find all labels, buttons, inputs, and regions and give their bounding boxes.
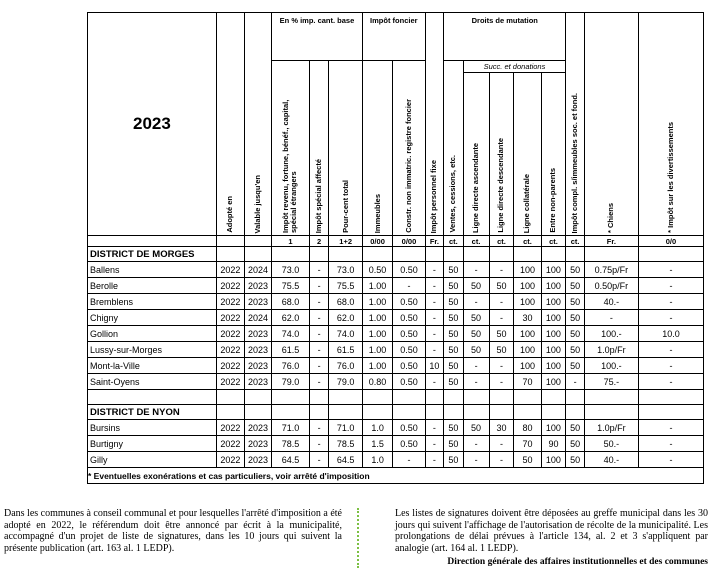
table-cell: -	[584, 310, 638, 326]
col-header-constructions: Constr. non immatric. registre foncier	[393, 61, 425, 236]
table-cell: 1.0p/Fr	[584, 342, 638, 358]
col-header-special-tax: Impôt spécial affecté	[309, 61, 328, 236]
table-cell: 2023	[244, 278, 271, 294]
table-cell: -	[425, 326, 443, 342]
district-empty-cell	[425, 247, 443, 262]
unit-cell: 1+2	[329, 236, 363, 247]
table-cell: 100	[541, 262, 566, 278]
table-cell: 2022	[216, 420, 244, 436]
table-cell: 100	[541, 278, 566, 294]
table-row	[88, 436, 704, 452]
table-cell: 71.0	[272, 420, 310, 436]
table-cell: 30	[489, 420, 514, 436]
district-empty-cell	[514, 247, 541, 262]
district-empty-cell	[489, 247, 514, 262]
table-cell: 71.0	[329, 420, 363, 436]
table-cell: 50	[566, 436, 584, 452]
table-cell: 0.50	[393, 310, 425, 326]
col-header-total-pct: Pour-cent total	[329, 61, 363, 236]
district-empty-cell	[216, 247, 244, 262]
district-empty-cell	[244, 405, 271, 420]
table-cell: 64.5	[272, 452, 310, 468]
spacer-cell	[309, 390, 328, 405]
table-cell: 100	[514, 342, 541, 358]
district-empty-cell	[566, 405, 584, 420]
table-cell: 50	[489, 326, 514, 342]
table-cell: 73.0	[272, 262, 310, 278]
table-cell: 2022	[216, 452, 244, 468]
table-cell: 0.80	[362, 374, 392, 390]
unit-cell	[216, 236, 244, 247]
table-cell: 0.50	[393, 358, 425, 374]
commune-name: Bursins	[88, 420, 217, 436]
table-cell: 50	[444, 436, 463, 452]
table-cell: 76.0	[272, 358, 310, 374]
table-cell: 100.-	[584, 326, 638, 342]
table-row	[88, 294, 704, 310]
unit-cell: Fr.	[425, 236, 443, 247]
table-row	[88, 278, 704, 294]
table-cell: -	[638, 436, 703, 452]
table-cell: 2022	[216, 278, 244, 294]
district-row	[88, 247, 704, 262]
table-cell: -	[425, 420, 443, 436]
spacer-cell	[584, 390, 638, 405]
table-cell: 2023	[244, 420, 271, 436]
district-empty-cell	[541, 247, 566, 262]
table-cell: 70	[514, 436, 541, 452]
table-cell: 0.50	[393, 326, 425, 342]
spacer-cell	[514, 390, 541, 405]
table-cell: -	[463, 374, 489, 390]
table-cell: 2023	[244, 342, 271, 358]
district-empty-cell	[463, 405, 489, 420]
table-cell: -	[309, 262, 328, 278]
unit-cell: ct.	[514, 236, 541, 247]
table-cell: 80	[514, 420, 541, 436]
unit-cell: ct.	[541, 236, 566, 247]
district-empty-cell	[272, 405, 310, 420]
table-cell: 100	[514, 326, 541, 342]
district-empty-cell	[444, 405, 463, 420]
dotted-divider	[357, 508, 361, 568]
spacer-cell	[638, 390, 703, 405]
table-cell: 50	[444, 326, 463, 342]
table-cell: 100	[541, 310, 566, 326]
table-cell: 78.5	[329, 436, 363, 452]
unit-cell: ct.	[489, 236, 514, 247]
table-row	[88, 326, 704, 342]
unit-cell	[244, 236, 271, 247]
table-cell: 100	[541, 420, 566, 436]
table-cell: -	[425, 262, 443, 278]
table-cell: -	[638, 262, 703, 278]
table-cell: -	[638, 342, 703, 358]
table-cell: 1.00	[362, 358, 392, 374]
spacer-cell	[393, 390, 425, 405]
table-cell: -	[566, 374, 584, 390]
table-cell: 2024	[244, 262, 271, 278]
table-cell: 50	[444, 294, 463, 310]
table-cell: 2023	[244, 326, 271, 342]
spacer-cell	[566, 390, 584, 405]
district-empty-cell	[566, 247, 584, 262]
footnote-row	[88, 468, 704, 484]
table-cell: 50	[444, 278, 463, 294]
table-cell: 100	[514, 358, 541, 374]
table-cell: 0.50	[393, 262, 425, 278]
table-cell: 0.50	[393, 420, 425, 436]
table-year: 2023	[88, 13, 217, 236]
spacer-row	[88, 390, 704, 405]
table-cell: 79.0	[329, 374, 363, 390]
table-cell: -	[425, 374, 443, 390]
table-row	[88, 452, 704, 468]
table-cell: 100	[541, 358, 566, 374]
district-empty-cell	[584, 247, 638, 262]
table-cell: 0.50	[393, 294, 425, 310]
commune-name: Berolle	[88, 278, 217, 294]
table-cell: 50	[463, 342, 489, 358]
table-cell: -	[638, 452, 703, 468]
col-header-ascending: Ligne directe ascendante	[463, 73, 489, 236]
table-cell: 76.0	[329, 358, 363, 374]
table-cell: -	[425, 452, 443, 468]
district-empty-cell	[329, 405, 363, 420]
district-empty-cell	[393, 405, 425, 420]
table-cell: 2022	[216, 374, 244, 390]
table-cell: 0.50p/Fr	[584, 278, 638, 294]
table-row	[88, 310, 704, 326]
district-empty-cell	[309, 247, 328, 262]
table-cell: 50	[566, 310, 584, 326]
unit-cell: 1	[272, 236, 310, 247]
spacer-cell	[88, 390, 217, 405]
table-cell: 100	[541, 374, 566, 390]
table-cell: -	[425, 310, 443, 326]
table-cell: 1.0p/Fr	[584, 420, 638, 436]
table-cell: -	[638, 310, 703, 326]
table-row	[88, 420, 704, 436]
table-cell: 73.0	[329, 262, 363, 278]
table-cell: -	[309, 342, 328, 358]
table-cell: -	[425, 294, 443, 310]
unit-cell: 0/0	[638, 236, 703, 247]
col-header-sales: Ventes, cessions, etc.	[444, 61, 463, 236]
table-cell: 2023	[244, 294, 271, 310]
table-cell: 2023	[244, 436, 271, 452]
table-cell: 50	[463, 420, 489, 436]
table-cell: -	[463, 436, 489, 452]
table-cell: -	[309, 310, 328, 326]
district-empty-cell	[444, 247, 463, 262]
table-cell: -	[463, 294, 489, 310]
unit-cell: ct.	[444, 236, 463, 247]
district-empty-cell	[272, 247, 310, 262]
table-cell: -	[638, 374, 703, 390]
table-cell: -	[309, 278, 328, 294]
col-header-personal-tax: Impôt personnel fixe	[425, 13, 443, 236]
table-cell: 50	[444, 262, 463, 278]
table-cell: -	[425, 342, 443, 358]
table-cell: -	[309, 326, 328, 342]
spacer-cell	[425, 390, 443, 405]
table-cell: 50	[489, 342, 514, 358]
table-cell: -	[638, 278, 703, 294]
table-cell: -	[393, 452, 425, 468]
table-cell: 50	[444, 358, 463, 374]
table-cell: 50	[566, 262, 584, 278]
table-cell: 100	[514, 294, 541, 310]
spacer-cell	[541, 390, 566, 405]
group-header-pct: En % imp. cant. base	[272, 13, 363, 61]
district-empty-cell	[329, 247, 363, 262]
table-cell: -	[638, 294, 703, 310]
table-cell: 1.0	[362, 452, 392, 468]
district-empty-cell	[541, 405, 566, 420]
table-row	[88, 358, 704, 374]
table-cell: 0.50	[362, 262, 392, 278]
table-cell: 2023	[244, 452, 271, 468]
spacer-cell	[362, 390, 392, 405]
district-name: DISTRICT DE NYON	[88, 405, 217, 420]
table-cell: 2022	[216, 436, 244, 452]
table-cell: -	[425, 278, 443, 294]
spacer-cell	[463, 390, 489, 405]
district-empty-cell	[309, 405, 328, 420]
table-cell: 30	[514, 310, 541, 326]
table-cell: 2022	[216, 262, 244, 278]
spacer-cell	[489, 390, 514, 405]
table-cell: 50	[444, 342, 463, 358]
table-cell: -	[393, 278, 425, 294]
table-cell: 0.50	[393, 374, 425, 390]
table-cell: 40.-	[584, 294, 638, 310]
col-header-compl-tax: Impôt compl. s/immeubles soc. et fond.	[566, 13, 584, 236]
district-row	[88, 405, 704, 420]
table-cell: -	[309, 452, 328, 468]
table-row	[88, 342, 704, 358]
table-cell: -	[309, 294, 328, 310]
table-cell: 50	[566, 278, 584, 294]
district-empty-cell	[638, 247, 703, 262]
table-cell: 1.00	[362, 310, 392, 326]
commune-name: Chigny	[88, 310, 217, 326]
table-cell: -	[309, 374, 328, 390]
spacer-cell	[244, 390, 271, 405]
table-cell: 1.00	[362, 294, 392, 310]
col-header-non-parents: Entre non-parents	[541, 73, 566, 236]
table-cell: 75.-	[584, 374, 638, 390]
table-cell: 1.0	[362, 420, 392, 436]
unit-cell: ct.	[463, 236, 489, 247]
table-cell: 2022	[216, 342, 244, 358]
table-cell: 64.5	[329, 452, 363, 468]
table-cell: 50	[566, 326, 584, 342]
table-cell: 50	[463, 278, 489, 294]
table-cell: 50	[566, 452, 584, 468]
table-cell: -	[489, 294, 514, 310]
table-cell: 50	[444, 310, 463, 326]
district-empty-cell	[463, 247, 489, 262]
table-cell: 50	[566, 358, 584, 374]
unit-cell: 0/00	[362, 236, 392, 247]
table-cell: 70	[514, 374, 541, 390]
table-cell: 90	[541, 436, 566, 452]
table-cell: 2022	[216, 326, 244, 342]
table-cell: 0.75p/Fr	[584, 262, 638, 278]
col-header-entertainment: * Impôt sur les divertissements	[638, 13, 703, 236]
table-cell: 0.50	[393, 436, 425, 452]
unit-cell: ct.	[566, 236, 584, 247]
table-cell: -	[463, 358, 489, 374]
district-empty-cell	[393, 247, 425, 262]
table-cell: 10	[425, 358, 443, 374]
tax-table-container	[87, 12, 704, 484]
district-empty-cell	[638, 405, 703, 420]
table-cell: 78.5	[272, 436, 310, 452]
district-empty-cell	[489, 405, 514, 420]
group-header-succ: Succ. et donations	[463, 61, 566, 73]
col-header-adopted: Adopté en	[216, 13, 244, 236]
commune-name: Gollion	[88, 326, 217, 342]
unit-cell: 2	[309, 236, 328, 247]
spacer-cell	[216, 390, 244, 405]
table-cell: 2022	[216, 358, 244, 374]
table-cell: -	[463, 262, 489, 278]
commune-name: Bremblens	[88, 294, 217, 310]
col-header-collateral: Ligne collatérale	[514, 73, 541, 236]
commune-name: Saint-Oyens	[88, 374, 217, 390]
table-cell: 1.5	[362, 436, 392, 452]
table-cell: 100.-	[584, 358, 638, 374]
commune-name: Burtigny	[88, 436, 217, 452]
table-cell: 40.-	[584, 452, 638, 468]
table-cell: 75.5	[329, 278, 363, 294]
table-cell: -	[489, 452, 514, 468]
table-cell: -	[489, 358, 514, 374]
district-empty-cell	[244, 247, 271, 262]
table-cell: 62.0	[272, 310, 310, 326]
table-cell: 2022	[216, 310, 244, 326]
commune-name: Ballens	[88, 262, 217, 278]
table-cell: 50	[444, 374, 463, 390]
table-cell: 75.5	[272, 278, 310, 294]
district-empty-cell	[425, 405, 443, 420]
group-header-mutation: Droits de mutation	[444, 13, 566, 61]
units-row	[88, 236, 704, 247]
table-cell: 100	[514, 278, 541, 294]
spacer-cell	[329, 390, 363, 405]
district-empty-cell	[216, 405, 244, 420]
table-cell: 68.0	[272, 294, 310, 310]
table-cell: 50	[489, 278, 514, 294]
table-cell: 50	[463, 310, 489, 326]
district-empty-cell	[584, 405, 638, 420]
table-cell: 2023	[244, 358, 271, 374]
table-cell: -	[489, 262, 514, 278]
table-cell: 62.0	[329, 310, 363, 326]
table-cell: -	[489, 310, 514, 326]
commune-name: Mont-la-Ville	[88, 358, 217, 374]
table-cell: -	[309, 420, 328, 436]
table-cell: 79.0	[272, 374, 310, 390]
group-header-foncier: Impôt foncier	[362, 13, 425, 61]
district-empty-cell	[362, 405, 392, 420]
col-header-buildings: Immeubles	[362, 61, 392, 236]
district-empty-cell	[362, 247, 392, 262]
table-row	[88, 374, 704, 390]
table-cell: 74.0	[272, 326, 310, 342]
col-header-dogs: * Chiens	[584, 13, 638, 236]
table-cell: 2022	[216, 294, 244, 310]
table-cell: 74.0	[329, 326, 363, 342]
table-cell: -	[463, 452, 489, 468]
commune-name: Gilly	[88, 452, 217, 468]
table-cell: -	[309, 358, 328, 374]
table-cell: 50	[514, 452, 541, 468]
table-cell: 10.0	[638, 326, 703, 342]
footnote: * Eventuelles exonérations et cas particuliers, voir arrêté d'imposition	[88, 468, 704, 484]
issuer-signature: Direction générale des affaires institutionnelles et des communes	[447, 557, 708, 567]
col-header-descending: Ligne directe descendante	[489, 73, 514, 236]
table-cell: 61.5	[272, 342, 310, 358]
col-header-valid-until: Valable jusqu'en	[244, 13, 271, 236]
table-cell: 100	[514, 262, 541, 278]
table-cell: 68.0	[329, 294, 363, 310]
units-cell-empty	[88, 236, 217, 247]
table-cell: 2023	[244, 374, 271, 390]
table-cell: 1.00	[362, 326, 392, 342]
table-cell: 100	[541, 294, 566, 310]
table-row	[88, 262, 704, 278]
table-cell: 50	[566, 420, 584, 436]
table-cell: 100	[541, 452, 566, 468]
referendum-notice: Dans les communes à conseil communal et pour lesquelles l'arrêté d'imposition a été adopté en 2022, le référendum doit être annoncé par écrit à la municipalité, accompagné d'un projet de liste de signatures, dans les 10 jours qui suivent la présente publication (art. 163 al. 1 LEDP).	[4, 508, 342, 554]
commune-name: Lussy-sur-Morges	[88, 342, 217, 358]
table-cell: 1.00	[362, 278, 392, 294]
district-name: DISTRICT DE MORGES	[88, 247, 217, 262]
table-cell: 0.50	[393, 342, 425, 358]
district-empty-cell	[514, 405, 541, 420]
table-cell: 50	[444, 420, 463, 436]
table-cell: 50	[566, 294, 584, 310]
table-cell: -	[638, 420, 703, 436]
table-cell: 100	[541, 342, 566, 358]
col-header-income-tax: Impôt revenu, fortune, bénéf., capital, spécial étrangers	[272, 61, 310, 236]
table-cell: -	[425, 436, 443, 452]
table-cell: -	[309, 436, 328, 452]
unit-cell: Fr.	[584, 236, 638, 247]
spacer-cell	[272, 390, 310, 405]
table-cell: 50	[463, 326, 489, 342]
table-cell: 61.5	[329, 342, 363, 358]
table-cell: 2024	[244, 310, 271, 326]
table-cell: -	[489, 374, 514, 390]
table-cell: 1.00	[362, 342, 392, 358]
table-cell: 50.-	[584, 436, 638, 452]
signatures-notice: Les listes de signatures doivent être déposées au greffe municipal dans les 30 jours qui suivent l'affichage de l'autorisation de récolte de la municipalité. Les prolongations de délai prévues à l'article 134, al. 2 et 3 s'appliquent par analogie (art. 164 al. 1 LEDP).	[395, 508, 708, 554]
unit-cell: 0/00	[393, 236, 425, 247]
table-cell: 100	[541, 326, 566, 342]
table-cell: -	[638, 358, 703, 374]
table-cell: 50	[444, 452, 463, 468]
table-cell: 50	[566, 342, 584, 358]
spacer-cell	[444, 390, 463, 405]
tax-rates-table	[87, 12, 704, 484]
table-cell: -	[489, 436, 514, 452]
